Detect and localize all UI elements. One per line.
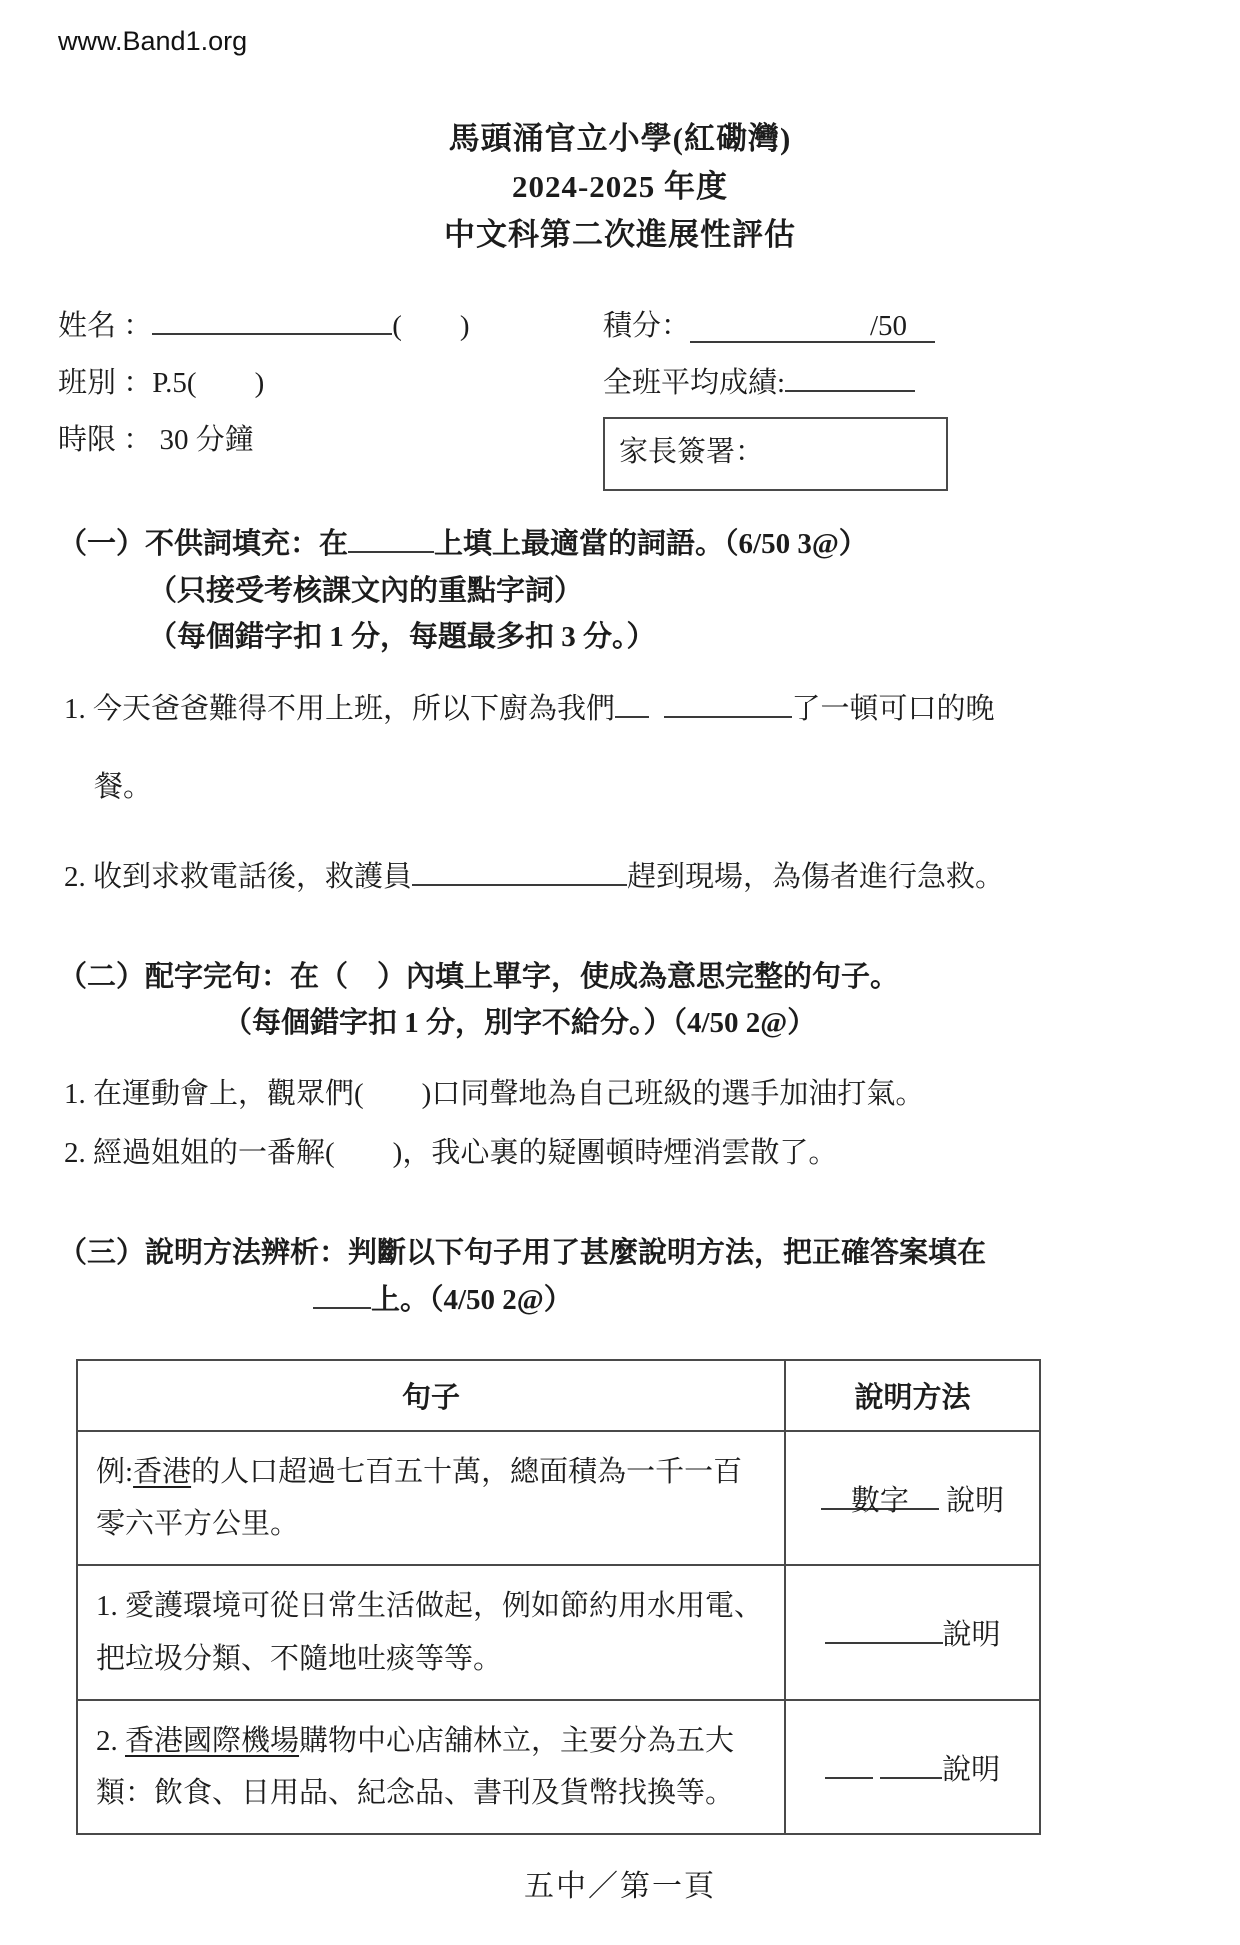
section-two-subtitle: （每個錯字扣 1 分，別字不給分。）（4/50 2@）	[223, 1007, 817, 1040]
table-row-example	[77, 1431, 1040, 1565]
s1-question-1	[64, 686, 1182, 734]
example-underlined: 香港	[133, 1456, 192, 1489]
table-header-row	[77, 1360, 1040, 1431]
table-row-1	[77, 1565, 1040, 1699]
title-block	[58, 115, 1182, 259]
row2-answer-suffix: 說明	[942, 1753, 1001, 1786]
row1-number: 1.	[96, 1590, 118, 1623]
example-text: 的人口超過七百五十萬，總面積為一千一百零六平方公里。	[96, 1456, 743, 1541]
row2-answer-blank-2	[880, 1747, 942, 1779]
watermark: www.Band1.org	[58, 26, 248, 56]
name-blank	[152, 305, 392, 335]
row2-underlined: 香港國際機場	[125, 1724, 300, 1757]
info-block	[58, 303, 1182, 491]
row2-sentence-cell	[77, 1700, 785, 1834]
score-row	[603, 303, 1182, 344]
name-bracket: ( )	[392, 310, 470, 343]
class-average-row	[603, 360, 1182, 401]
section-one-title-blank	[348, 523, 434, 553]
example-sentence-cell	[77, 1431, 785, 1565]
school-name: 馬頭涌官立小學(紅磡灣)	[448, 121, 792, 156]
example-answer-suffix: 說明	[946, 1484, 1005, 1517]
class-average-label: 全班平均成績:	[603, 367, 786, 400]
s1-q2-blank	[412, 856, 627, 886]
row1-answer-suffix: 說明	[942, 1619, 1001, 1652]
s1-q1-number: 1.	[64, 693, 86, 726]
school-year: 2024-2025 年度	[511, 169, 729, 205]
score-label: 積分：	[603, 310, 691, 343]
section-one-title-pre: （一）不供詞填充：在	[58, 528, 349, 561]
s1-question-2	[64, 854, 1182, 902]
s1-question-1-cont	[94, 764, 1182, 812]
example-answer-blank	[821, 1478, 939, 1517]
s1-q2-number: 2.	[64, 861, 86, 893]
section-two-title: （二）配字完句：在（ ）內填上單字，使成為意思完整的句子。	[58, 960, 900, 993]
example-method-cell	[785, 1431, 1040, 1565]
page-footer: 五中／第一頁	[524, 1870, 716, 1904]
s1-q1-text-pre: 今天爸爸難得不用上班，所以下廚為我們	[93, 693, 616, 726]
section-one-note2: （每個錯字扣 1 分，每題最多扣 3 分。）	[148, 620, 656, 653]
row1-sentence-cell	[77, 1565, 785, 1699]
row1-answer-blank	[825, 1612, 943, 1644]
section-three-title-line2-post: 上。（4/50 2@）	[371, 1283, 573, 1316]
table-row-2	[77, 1700, 1040, 1834]
s2-question-2	[64, 1130, 1182, 1178]
row2-number: 2.	[96, 1724, 118, 1757]
section-one-note1: （只接受考核課文內的重點字詞）	[148, 574, 584, 607]
info-right	[603, 303, 1182, 491]
row1-text: 愛護環境可從日常生活做起，例如節約用水用電、把垃圾分類、不隨地吐痰等等。	[96, 1590, 764, 1675]
class-average-blank	[785, 362, 915, 392]
section-two	[58, 954, 1182, 1178]
section-three	[58, 1230, 1182, 1835]
info-left	[58, 303, 603, 491]
method-table	[76, 1359, 1041, 1835]
s2-q1-text: 在運動會上，觀眾們( )口同聲地為自己班級的選手加油打氣。	[93, 1077, 925, 1110]
name-row	[58, 303, 603, 344]
row2-method-cell	[785, 1700, 1040, 1834]
parent-signature-label: 家長簽署：	[619, 436, 765, 469]
row2-text: 購物中心店舖林立，主要分為五大類：飲食、日用品、紀念品、書刊及貨幣找換等。	[96, 1724, 735, 1810]
s2-q2-text: 經過姐姐的一番解( )，我心裏的疑團頓時煙消雲散了。	[93, 1137, 838, 1170]
score-total: /50	[869, 310, 908, 343]
parent-signature-box	[603, 417, 948, 491]
col-header-sentence: 句子	[77, 1360, 785, 1431]
s1-q2-text-post: 趕到現場，為傷者進行急救。	[627, 861, 1005, 893]
col-header-method: 說明方法	[785, 1360, 1040, 1431]
section-one-title-post: 上填上最適當的詞語。（6/50 3@）	[434, 528, 868, 561]
example-prefix: 例:	[96, 1456, 134, 1489]
section-one-title	[58, 521, 1182, 567]
s2-q2-number: 2.	[64, 1137, 86, 1170]
time-row	[58, 417, 603, 458]
section-three-title-blank	[313, 1278, 371, 1308]
s1-q1-text-post: 了一頓可口的晚	[791, 693, 995, 726]
name-label: 姓名 ：	[58, 310, 153, 343]
class-row	[58, 360, 603, 401]
section-three-title-line2	[313, 1277, 1182, 1323]
s1-q2-text-pre: 收到求救電話後，救護員	[93, 861, 413, 893]
row1-method-cell	[785, 1565, 1040, 1699]
row2-answer-blank-1	[825, 1747, 873, 1779]
time-label: 時限 ： 30 分鐘	[58, 424, 254, 457]
exam-title: 中文科第二次進展性評估	[444, 217, 796, 253]
example-answer: 數字	[850, 1484, 909, 1517]
s1-q1-blank-short	[615, 688, 649, 718]
s2-q1-number: 1.	[64, 1077, 86, 1110]
s2-question-1	[64, 1071, 1182, 1119]
section-three-title-line1: （三）說明方法辨析：判斷以下句子用了甚麼說明方法，把正確答案填在	[58, 1237, 987, 1270]
class-label: 班別 ：P.5( )	[58, 367, 265, 400]
s1-q1-blank	[664, 688, 792, 718]
section-one	[58, 521, 1182, 902]
score-blank	[690, 310, 935, 343]
s1-q1-text-cont: 餐。	[94, 771, 153, 804]
